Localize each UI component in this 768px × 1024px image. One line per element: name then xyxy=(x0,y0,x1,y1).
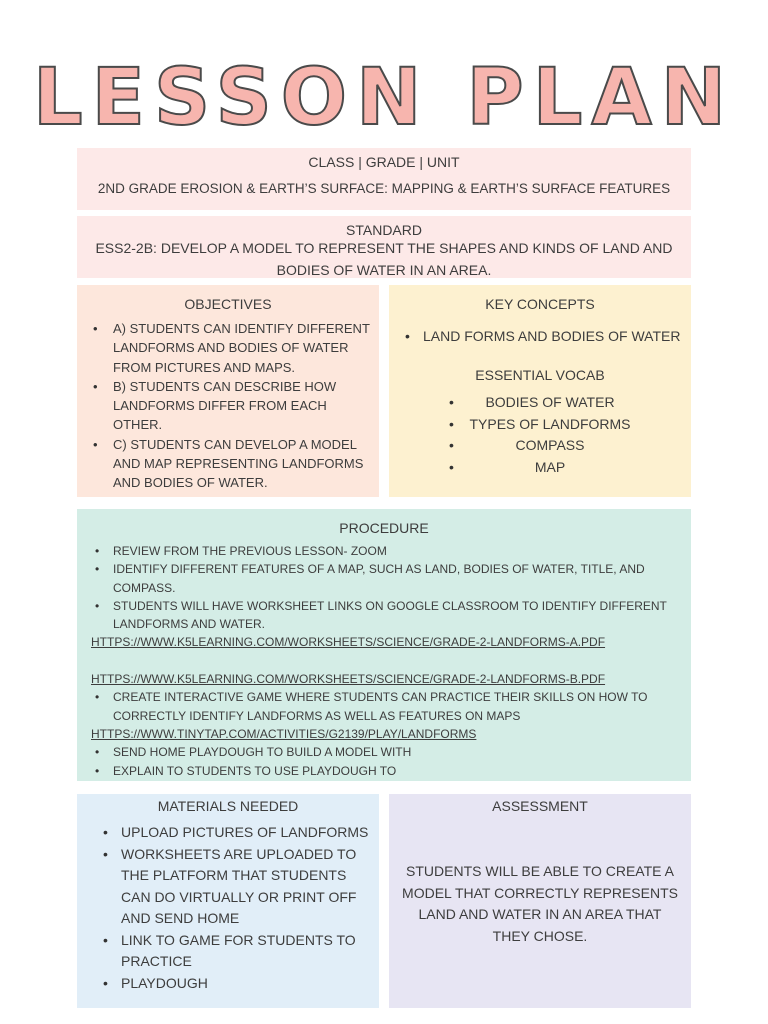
list-item: • WORKSHEETS ARE UPLOADED TO THE PLATFORM THAT STUDENTS CAN DO VIRTUALLY OR PRINT OFF AND SEND HOME xyxy=(77,844,369,930)
list-item: • A) STUDENTS CAN IDENTIFY DIFFERENT LANDFORMS AND BODIES OF WATER FROM PICTURES AND MAPS. xyxy=(77,319,375,377)
list-item: • REVIEW FROM THE PREVIOUS LESSON- ZOOM xyxy=(77,542,677,560)
assessment-box xyxy=(389,794,691,1008)
objectives-heading: OBJECTIVES xyxy=(184,296,272,312)
list-item: • TYPES OF LANDFORMS xyxy=(389,414,691,436)
procedure-heading: PROCEDURE xyxy=(339,520,429,536)
game-link[interactable]: HTTPS://WWW.TINYTAP.COM/ACTIVITIES/G2139/PLAY/LANDFORMS xyxy=(91,726,477,741)
procedure-content xyxy=(77,542,677,780)
procedure-list xyxy=(77,743,677,780)
class-grade-unit-heading: CLASS | GRADE | UNIT xyxy=(308,154,460,170)
materials-list xyxy=(77,822,369,994)
class-grade-unit-box xyxy=(77,148,691,210)
list-item: • STUDENTS WILL HAVE WORKSHEET LINKS ON GOOGLE CLASSROOM TO IDENTIFY DIFFERENT LANDFORMS AND WATER. xyxy=(77,597,677,634)
key-concepts-list xyxy=(389,326,691,347)
list-item: • CREATE INTERACTIVE GAME WHERE STUDENTS CAN PRACTICE THEIR SKILLS ON HOW TO CORRECTLY IDENTIFY LANDFORMS AS WELL AS FEATURES ON MAPS xyxy=(77,688,677,725)
page-title: LESSON PLAN xyxy=(32,53,736,143)
class-grade-unit-text: 2ND GRADE EROSION & EARTH’S SURFACE: MAPPING & EARTH’S SURFACE FEATURES xyxy=(97,181,671,196)
worksheet-link-b[interactable]: HTTPS://WWW.K5LEARNING.COM/WORKSHEETS/SCIENCE/GRADE-2-LANDFORMS-B.PDF xyxy=(91,672,606,687)
vocab-list xyxy=(389,392,691,479)
list-item: • BODIES OF WATER xyxy=(389,392,691,414)
list-item: • B) STUDENTS CAN DESCRIBE HOW LANDFORMS DIFFER FROM EACH OTHER. xyxy=(77,377,375,435)
list-item: • SEND HOME PLAYDOUGH TO BUILD A MODEL WITH xyxy=(77,743,677,761)
objectives-box xyxy=(77,285,379,497)
procedure-box xyxy=(77,509,691,781)
list-item: • IDENTIFY DIFFERENT FEATURES OF A MAP, SUCH AS LAND, BODIES OF WATER, TITLE, AND COMPASS. xyxy=(77,560,677,597)
list-item: • COMPASS xyxy=(389,435,691,457)
materials-box xyxy=(77,794,379,1008)
list-item: • UPLOAD PICTURES OF LANDFORMS xyxy=(77,822,369,844)
procedure-list xyxy=(77,688,677,725)
standard-text: ESS2-2B: DEVELOP A MODEL TO REPRESENT THE SHAPES AND KINDS OF LAND AND BODIES OF WATER IN AN AREA. xyxy=(95,240,673,278)
standard-box xyxy=(77,216,691,278)
objectives-list xyxy=(77,319,375,493)
list-item: • LAND FORMS AND BODIES OF WATER xyxy=(389,326,691,347)
assessment-heading: ASSESSMENT xyxy=(492,798,588,814)
assessment-text: STUDENTS WILL BE ABLE TO CREATE A MODEL THAT CORRECTLY REPRESENTS LAND AND WATER IN AN AREA THAT THEY CHOSE. xyxy=(402,863,678,944)
essential-vocab-heading: ESSENTIAL VOCAB xyxy=(475,367,605,383)
standard-heading: STANDARD xyxy=(346,222,422,238)
key-concepts-heading: KEY CONCEPTS xyxy=(485,296,595,312)
procedure-list xyxy=(77,542,677,633)
worksheet-link-a[interactable]: HTTPS://WWW.K5LEARNING.COM/WORKSHEETS/SCIENCE/GRADE-2-LANDFORMS-A.PDF xyxy=(91,635,606,650)
key-concepts-box xyxy=(389,285,691,497)
materials-heading: MATERIALS NEEDED xyxy=(157,798,299,814)
list-item: • MAP xyxy=(389,457,691,479)
list-item: • EXPLAIN TO STUDENTS TO USE PLAYDOUGH TO xyxy=(77,762,677,780)
list-item: • LINK TO GAME FOR STUDENTS TO PRACTICE xyxy=(77,930,369,973)
list-item: • PLAYDOUGH xyxy=(77,973,369,995)
list-item: • C) STUDENTS CAN DEVELOP A MODEL AND MAP REPRESENTING LANDFORMS AND BODIES OF WATER. xyxy=(77,435,375,493)
